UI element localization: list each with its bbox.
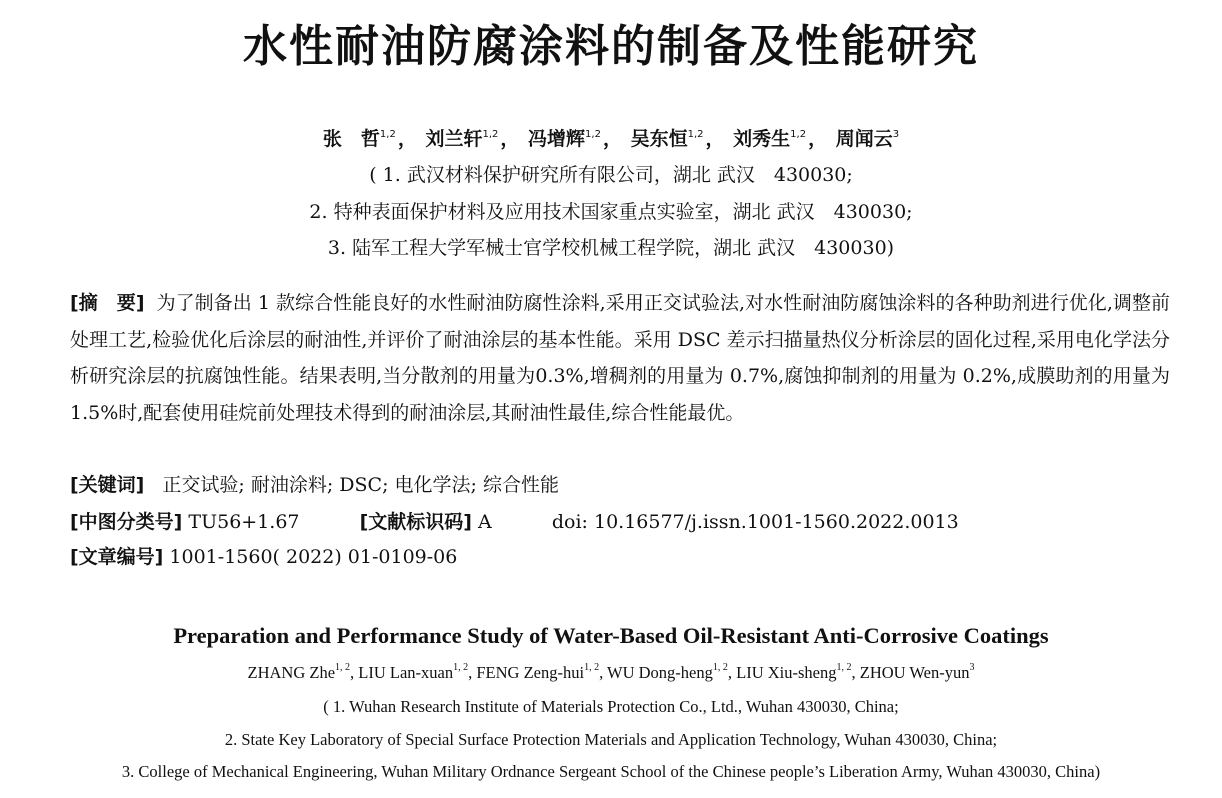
clc-value: TU56+1.67 [188,511,300,533]
author-separator: ， [602,128,622,150]
author-separator: ， [397,128,417,150]
author-cn-name: 刘秀生 [733,128,791,150]
author-cn-sup: 1,2 [379,129,396,140]
authors-chinese [0,124,1222,151]
author-en-separator: , [350,663,359,682]
author-en-separator: , [468,663,477,682]
author-en-sup: 1, 2 [712,662,728,673]
author-en-name: LIU Xiu-sheng [736,663,837,682]
affiliation-en-3: 3. College of Mechanical Engineering, Wuhan Military Ordnance Sergeant School of the Chinese people’s Liberation Army, Wuhan 430030, China) [121,762,1101,781]
title-chinese: 水性耐油防腐涂料的制备及性能研究 [243,21,979,72]
author-separator: ， [705,128,725,150]
abstract [70,285,1170,431]
author-cn-name: 刘兰轩 [425,128,483,150]
author-cn-sup: 1,2 [482,129,499,140]
author-cn-name: 冯增辉 [528,128,586,150]
author-cn-sup: 1,2 [687,129,704,140]
author-en [358,663,468,682]
author-en-separator: , [851,663,860,682]
author-en-sup: 1, 2 [584,662,600,673]
affiliation-cn-3: 3. 陆军工程大学军械士官学校机械工程学院，湖北 武汉 430030) [327,237,895,259]
author-en [248,663,351,682]
author-en-sup: 1, 2 [453,662,469,673]
doi: doi: 10.16577/j.issn.1001-1560.2022.0013 [551,511,959,533]
affiliation-en-1: ( 1. Wuhan Research Institute of Materials Protection Co., Ltd., Wuhan 430030, China; [323,697,899,716]
author-en-name: ZHANG Zhe [247,663,336,682]
article-number-label: [文章编号] [70,546,164,568]
keywords-label: [关键词] [70,474,145,496]
author-en [607,663,728,682]
affiliation-cn-2: 2. 特种表面保护材料及应用技术国家重点实验室，湖北 武汉 430030; [309,201,913,223]
author-cn-name: 张 哲 [322,128,380,150]
author-en-sup: 1, 2 [335,662,351,673]
authors-english [0,663,1222,683]
author-en [736,663,851,682]
author-en-name: WU Dong-heng [607,663,713,682]
author-cn [733,128,806,150]
author-en-sup: 3 [969,662,975,673]
author-en-separator: , [727,663,737,682]
author-cn [323,128,396,150]
doc-code-value: A [478,511,492,533]
author-cn [836,128,899,150]
author-cn-name: 吴东恒 [630,128,688,150]
article-number [70,542,457,569]
affiliation-cn-1: ( 1. 武汉材料保护研究所有限公司，湖北 武汉 430030; [369,164,853,186]
author-en [476,663,599,682]
author-cn-name: 周闻云 [835,128,893,150]
abstract-label: [摘 要] [70,292,145,314]
article-number-value: 1001-1560( 2022) 01-0109-06 [169,546,458,568]
classification-line [70,507,959,534]
clc-label: [中图分类号] [70,511,183,533]
author-en [860,663,975,682]
author-en-sup: 1, 2 [836,662,852,673]
author-cn [528,128,601,150]
author-cn [425,128,498,150]
author-en-name: LIU Lan-xuan [358,663,454,682]
author-cn-sup: 3 [892,129,900,140]
affiliation-en-2: 2. State Key Laboratory of Special Surface Protection Materials and Application Technology, Wuhan 430030, China; [224,730,998,749]
keywords-text: 正交试验; 耐油涂料; DSC; 电化学法; 综合性能 [162,474,559,496]
author-cn-sup: 1,2 [790,129,807,140]
author-en-name: ZHOU Wen-yun [859,663,970,682]
author-cn-sup: 1,2 [585,129,601,140]
author-en-separator: , [599,663,608,682]
author-separator: ， [808,128,828,150]
abstract-text: 为了制备出 1 款综合性能良好的水性耐油防腐性涂料,采用正交试验法,对水性耐油防腐蚀涂料的各种助剂进行优化,调整前处理工艺,检验优化后涂层的耐油性,并评价了耐油涂层的基本性能。采用 DSC 差示扫描量热仪分析涂层的固化过程,采用电化学法分析研究涂层的抗腐蚀性能。结果表明,当分散剂的用量为0.3%,增稠剂的用量为 0.7%,腐蚀抑制剂的用量为 0.2%,成膜助剂的用量为 1.5%时,配套使用硅烷前处理技术得到的耐油涂层,其耐油性最佳,综合性能最优。 [70,292,1170,424]
keywords [70,470,559,497]
author-en-name: FENG Zeng-hui [476,663,585,682]
doc-code-label: [文献标识码] [359,511,472,533]
author-separator: ， [500,128,520,150]
author-cn [631,128,704,150]
title-english: Preparation and Performance Study of Water-Based Oil-Resistant Anti-Corrosive Coatings [173,623,1049,648]
